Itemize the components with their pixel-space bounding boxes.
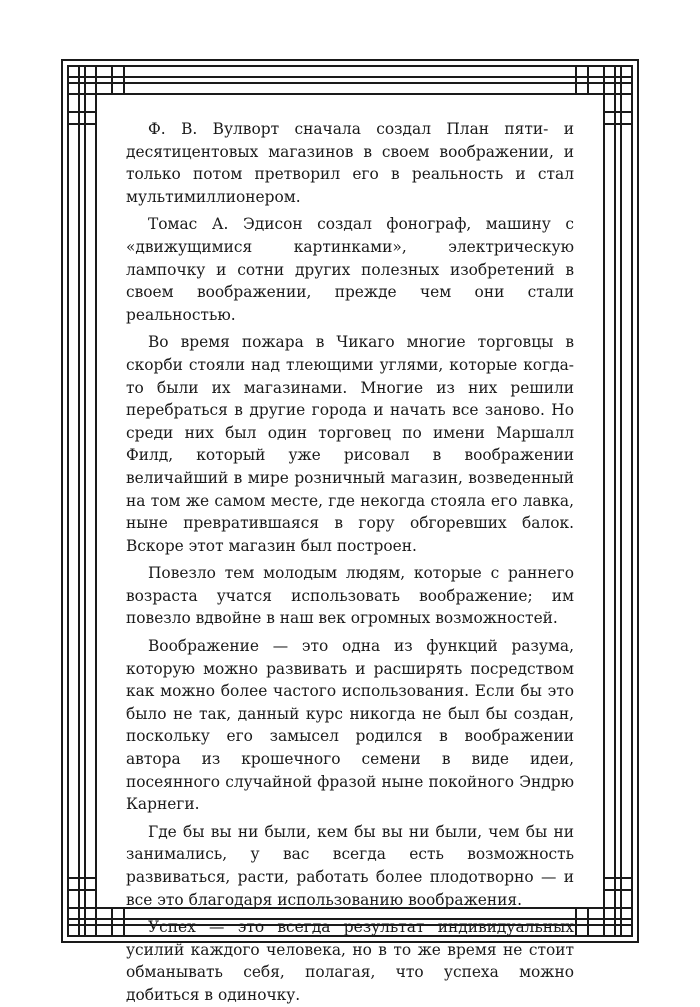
side-ornament-left-top [68, 112, 96, 124]
side-ornament-bottom-left [112, 908, 124, 936]
paragraph: Где бы вы ни были, кем бы вы ни были, чем бы ни занимались, у вас всегда есть возможность развиваться, расти, работать более плодотворно — и все это благодаря использованию воображения. [126, 822, 574, 909]
paragraph: Во время пожара в Чикаго многие торговцы в скорби стояли над тлеющими углями, которые когда-то были их магазинами. Многие из них решили перебраться в другие города и начать все заново. Но среди них был один торговец по имени Маршалл Филд, который уже рисовал в воображении величайший в мире розничный магазин, возведенный на том же самом месте, где некогда стояла его лавка, ныне превратившаяся в гору обгоревших балок. Вскоре этот магазин был построен. [126, 333, 574, 555]
paragraph: Повезло тем молодым людям, которые с раннего возраста учатся использовать воображение; им повезло вдвойне в наш век огромных возможностей. [126, 564, 574, 628]
corner-ornament-top-left [68, 66, 96, 94]
paragraph: Томас А. Эдисон создал фонограф, машину с «движущимися картинками», электрическую лампочку и сотни других полезных изобретений в своем воображении, прежде чем они стали реальностью. [126, 215, 574, 324]
side-ornament-bottom-right [576, 908, 588, 936]
side-ornament-top-left [112, 66, 124, 94]
side-ornament-right-top [604, 112, 632, 124]
corner-ornament-bottom-left [68, 908, 96, 936]
side-ornament-top-right [576, 66, 588, 94]
corner-ornament-top-right [604, 66, 632, 94]
paragraph: Ф. В. Вулворт сначала создал План пяти- и десятицентовых магазинов в своем воображении, и только потом претворил его в реальность и стал мультимиллионером. [126, 120, 574, 206]
side-ornament-right-bottom [604, 878, 632, 890]
body-text [126, 118, 574, 1007]
paragraph: Успех — это всегда результат индивидуальных усилий каждого человека, но в то же время не стоит обманывать себя, полагая, что успеха можно добиться в одиночку. [126, 918, 574, 1004]
side-ornament-left-bottom [68, 878, 96, 890]
paragraph: Воображение — это одна из функций разума, которую можно развивать и расширять посредством как можно более частого использования. Если бы это было не так, данный курс никогда не был бы создан, поскольку его замысел родился в воображении автора из крошечного семени в виде идеи, посеянного случайной фразой ныне покойного Эндрю Карнеги. [126, 637, 574, 814]
corner-ornament-bottom-right [604, 908, 632, 936]
